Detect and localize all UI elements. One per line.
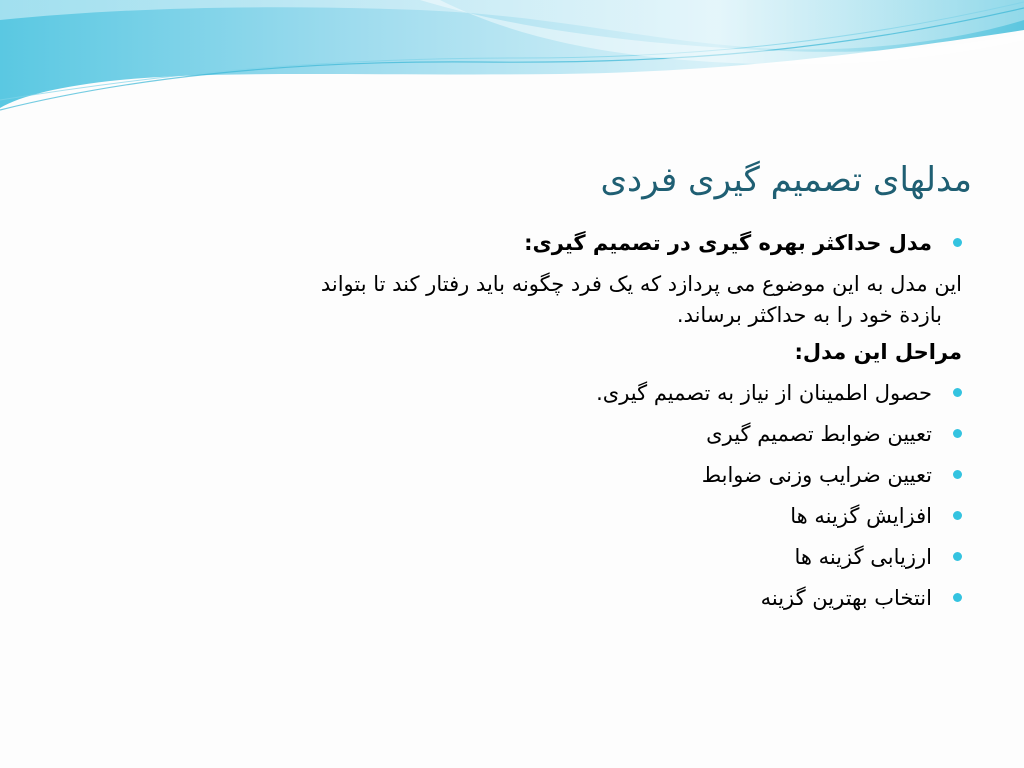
- step-item: [82, 458, 962, 492]
- bullet-dot-icon: [953, 238, 962, 247]
- description-line-1: این مدل به این موضوع می پردازد که یک فرد چگونه باید رفتار کند تا بتواند: [320, 272, 962, 296]
- heading-text: مدل حداکثر بهره گیری در تصمیم گیری:: [524, 231, 932, 255]
- bullet-dot-icon: [953, 388, 962, 397]
- slide-body: [82, 226, 962, 622]
- heading-bullet: [82, 226, 962, 260]
- header-wave-decoration: [0, 0, 1024, 130]
- bullet-dot-icon: [953, 552, 962, 561]
- step-text: حصول اطمینان از نیاز به تصمیم گیری.: [596, 381, 932, 405]
- bullet-dot-icon: [953, 511, 962, 520]
- step-item: [82, 540, 962, 574]
- step-text: تعیین ضرایب وزنی ضوابط: [701, 463, 932, 487]
- step-text: تعیین ضوابط تصمیم گیری: [706, 422, 932, 446]
- description-paragraph: [82, 267, 962, 329]
- step-item: [82, 499, 962, 533]
- step-text: ارزیابی گزینه ها: [794, 545, 932, 569]
- description-line-2: بازدة خود را به حداکثر برساند.: [676, 303, 942, 327]
- bullet-dot-icon: [953, 593, 962, 602]
- bullet-dot-icon: [953, 470, 962, 479]
- step-text: انتخاب بهترین گزینه: [760, 586, 932, 610]
- bullet-dot-icon: [953, 429, 962, 438]
- step-text: افزایش گزینه ها: [790, 504, 932, 528]
- step-item: [82, 376, 962, 410]
- slide-title: مدلهای تصمیم گیری فردی: [600, 160, 972, 200]
- steps-label: مراحل این مدل:: [794, 340, 962, 364]
- step-item: [82, 581, 962, 615]
- step-item: [82, 417, 962, 451]
